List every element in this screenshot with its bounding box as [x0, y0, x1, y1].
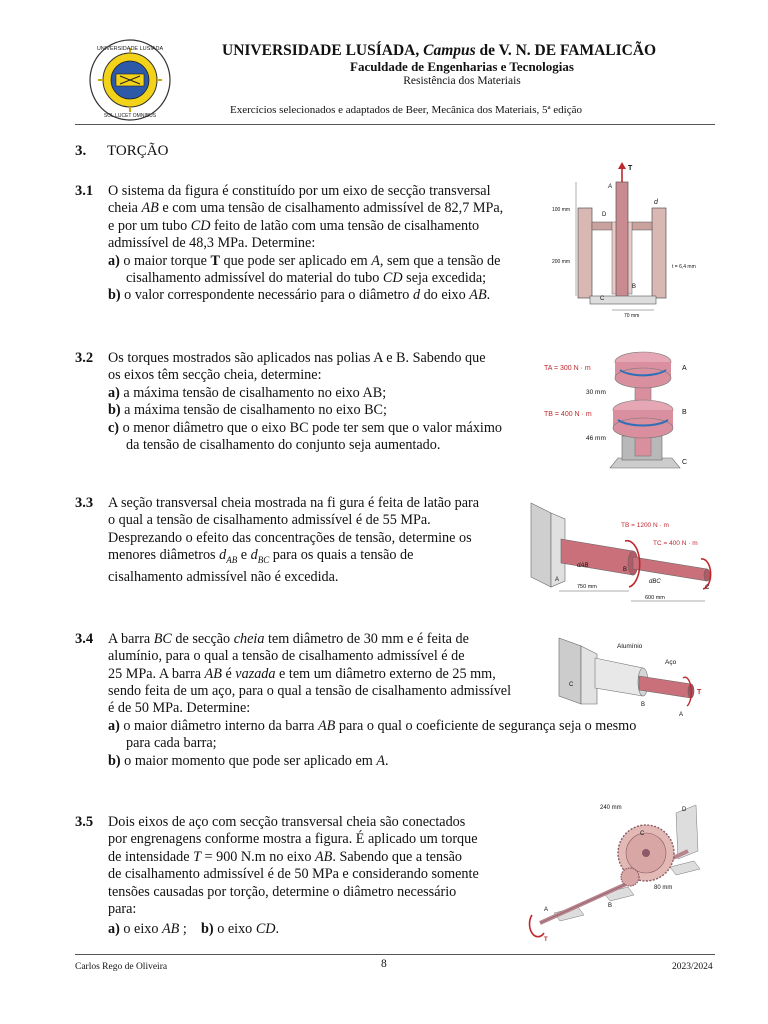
problem-text: Os torques mostrados são aplicados nas polias A e B. Sabendo que os eixos têm secção cheia, determine: a) a máxima tensão de cisalhamento no eixo AB; b) a máxima tensão de cisalhamento no eixo BC; c) o menor diâmetro que o eixo BC pode ter sem que o valor máximo da tensão de cisalhamento do conjunto seja aumentado.: [108, 350, 503, 454]
fig4-label-C: C: [569, 682, 574, 688]
fig2-label-C: C: [682, 459, 688, 466]
university-logo: [88, 38, 172, 122]
header-source: Exercícios selecionados e adaptados de Beer, Mecânica dos Materiais, 5ª edição: [230, 104, 583, 116]
problem-text-cont: sendo feita de um aço, para o qual a tensão de cisalhamento admissível é de 50 MPa. Determine: a) o maior diâmetro interno da barra AB para o qual o coeficiente de segurança seja o mesmo para cada barra; b) o maior momento que pode ser aplicado em A.: [108, 683, 637, 769]
fig1-label-C: C: [600, 296, 605, 302]
header-course: Resistência dos Materiais: [403, 75, 521, 87]
fig5-dim-80: 80 mm: [654, 885, 673, 891]
header-faculty: Faculdade de Engenharias e Tecnologias: [350, 59, 574, 74]
problem-number: 3.2: [75, 350, 94, 366]
fig5-label-C: C: [640, 831, 645, 837]
fig1-dim-100: 100 mm: [552, 207, 571, 213]
problem-text: Dois eixos de aço com secção transversal cheia são conectados por engrenagens conforme mostra a figura. É aplicado um torque de intensidade T = 900 N.m no eixo AB. Sabendo que a tensão de cisalhamento admissível é de 50 MPa e considerando somente tensões causadas por torção, determine o diâmetro necessário para: a) o eixo AB ; b) o eixo CD.: [108, 814, 479, 938]
fig1-label-d: d: [654, 199, 658, 206]
fig2-label-A: A: [682, 365, 687, 372]
section-title: TORÇÃO: [107, 143, 169, 159]
problem-text: A barra BC de secção cheia tem diâmetro de 30 mm e é feita de alumínio, para o qual a tensão de cisalhamento admissível é de 25 MPa. A barra AB é vazada e tem um diâmetro externo de 25 mm,: [108, 631, 496, 682]
fig1-label-T: T: [628, 165, 633, 172]
fig3-label-A: A: [555, 577, 560, 583]
fig3-dim-750: 750 mm: [577, 584, 597, 590]
fig4-label-alu: Alumínio: [617, 643, 643, 650]
fig2-label-TB: TB = 400 N · m: [544, 411, 592, 418]
problem-number: 3.5: [75, 814, 94, 830]
problem-number: 3.1: [75, 183, 94, 199]
fig3-label-dAB: dAB: [577, 563, 589, 569]
fig3-label-TC: TC = 400 N · m: [653, 540, 698, 547]
problem-number: 3.4: [75, 631, 94, 647]
figure-3-2: [540, 340, 715, 480]
fig4-label-B: B: [641, 702, 646, 708]
logo-text-bottom: SOL LUCET OMNIBUS: [103, 113, 157, 119]
fig5-label-B: B: [608, 903, 613, 909]
fig1-label-D: D: [602, 212, 607, 218]
fig2-label-TA: TA = 300 N · m: [544, 365, 591, 372]
fig2-dim-30: 30 mm: [586, 389, 606, 396]
fig5-label-D: D: [682, 807, 687, 813]
fig1-dim-70: 70 mm: [624, 313, 640, 319]
fig4-label-T: T: [697, 689, 702, 696]
fig1-label-B: B: [632, 284, 637, 290]
header-university: UNIVERSIDADE LUSÍADA, Campus de V. N. DE FAMALICÃO: [222, 42, 657, 59]
figure-3-3: [525, 495, 720, 610]
fig4-label-aco: Aço: [665, 659, 677, 666]
fig2-label-B: B: [682, 409, 687, 416]
figure-3-4: [555, 630, 720, 720]
header-divider: [75, 124, 715, 125]
problem-text: A seção transversal cheia mostrada na fi gura é feita de latão para o qual a tensão de cisalhamento admissível é de 55 MPa. Desprezando o efeito das concentrações de tensão, determine os menores diâmetros $d_{AB}$ e $d_{BC}$ para os quais a tensão de cisalhamento admissível não é excedida.: [108, 495, 480, 586]
fig4-label-A: A: [679, 712, 684, 718]
fig3-label-TB: TB = 1200 N · m: [621, 522, 669, 529]
fig3-label-C: C: [705, 585, 710, 591]
fig1-dim-t: t = 6,4 mm: [672, 264, 696, 270]
fig1-dim-200: 200 mm: [552, 259, 571, 265]
footer-divider: [75, 954, 715, 955]
fig5-label-A: A: [544, 907, 549, 913]
section-number: 3.: [75, 143, 87, 159]
fig3-label-B: B: [623, 567, 628, 573]
footer-page-number: 8: [381, 958, 387, 970]
fig3-dim-600: 600 mm: [645, 595, 665, 601]
fig5-label-T: T: [544, 937, 548, 943]
problem-text: O sistema da figura é constituído por um eixo de secção transversal cheia AB e com uma tensão de cisalhamento admissível de 82,7 MPa, e por um tubo CD feito de latão com uma tensão de cisalhamento admissível de 48,3 MPa. Determine: a) o maior torque T que pode ser aplicado em A, sem que a tensão de cisalhamento admissível do material do tubo CD seja excedida; b) o valor correspondente necessário para o diâmetro d do eixo AB.: [108, 183, 504, 304]
fig1-label-A: A: [608, 184, 613, 190]
problem-number: 3.3: [75, 495, 94, 511]
footer-author: Carlos Rego de Oliveira: [75, 962, 168, 972]
logo-text-top: UNIVERSIDADE LUSÍADA: [96, 46, 164, 52]
fig3-label-dBC: dBC: [649, 579, 661, 585]
figure-3-5: [520, 795, 720, 945]
footer-year: 2023/2024: [672, 962, 713, 972]
fig5-dim-240: 240 mm: [600, 805, 622, 811]
fig2-dim-46: 46 mm: [586, 435, 606, 442]
figure-3-1: [550, 160, 720, 320]
